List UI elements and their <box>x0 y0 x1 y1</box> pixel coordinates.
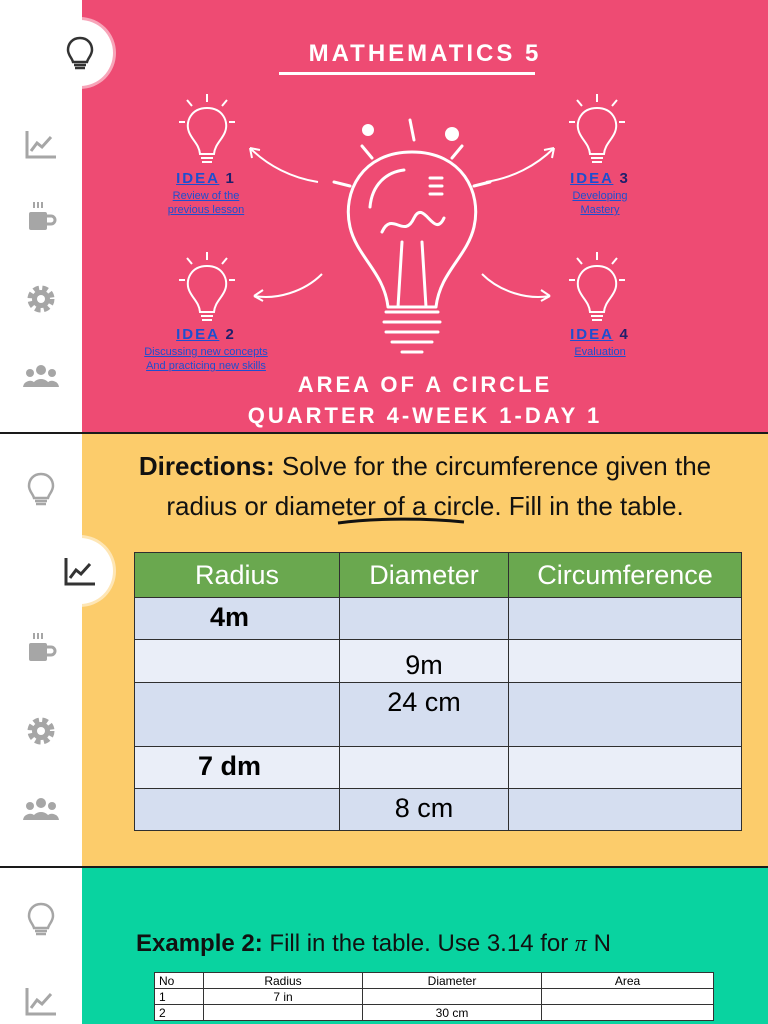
cell-diameter[interactable] <box>363 989 542 1005</box>
example-trailing: N <box>586 930 611 957</box>
directions-underline <box>336 516 466 526</box>
slide-area-example <box>0 868 768 1024</box>
idea-3-desc-line1: Developing <box>572 190 628 202</box>
table-row <box>135 789 742 831</box>
cell-area[interactable] <box>542 1005 714 1021</box>
sidebar <box>0 868 82 1024</box>
slide-area-example-content <box>82 868 768 1024</box>
idea-1-keyword[interactable]: IDEA <box>176 170 220 187</box>
idea-2-desc-line1: Discussing new concepts <box>144 346 268 358</box>
header-circumference: Circumference <box>509 553 742 598</box>
header-radius: Radius <box>135 553 340 598</box>
table-row <box>135 683 742 747</box>
idea-2-label <box>126 326 286 343</box>
slide-circumference-content <box>82 434 768 866</box>
cell-circumference[interactable] <box>509 640 742 683</box>
pi-symbol: π <box>574 931 587 957</box>
lightbulb-icon-idea-1 <box>177 92 237 166</box>
cell-diameter[interactable]: 30 cm <box>363 1005 542 1021</box>
idea-3-desc-line2: Mastery <box>580 204 620 216</box>
directions-line1: Solve for the circumference given the <box>274 451 712 481</box>
idea-1-label <box>136 170 276 187</box>
big-lightbulb-icon <box>322 112 502 362</box>
slide-circumference <box>0 434 768 866</box>
cell-no: 2 <box>155 1005 204 1021</box>
coffee-icon[interactable] <box>22 629 60 667</box>
example-text <box>136 930 611 958</box>
cell-no: 1 <box>155 989 204 1005</box>
header-no: No <box>155 973 204 989</box>
lightbulb-icon-idea-4 <box>567 250 627 324</box>
cell-circumference[interactable] <box>509 789 742 831</box>
cell-radius[interactable]: 4m <box>135 598 340 640</box>
table-header-row <box>135 553 742 598</box>
header-radius: Radius <box>204 973 363 989</box>
cell-radius[interactable] <box>135 640 340 683</box>
idea-2-keyword[interactable]: IDEA <box>176 326 220 343</box>
idea-2-link[interactable] <box>126 345 286 373</box>
cell-circumference[interactable] <box>509 598 742 640</box>
idea-4-keyword[interactable]: IDEA <box>570 326 614 343</box>
slide-title-content <box>82 0 768 432</box>
header-area: Area <box>542 973 714 989</box>
users-icon[interactable] <box>22 357 60 395</box>
cell-circumference[interactable] <box>509 747 742 789</box>
table-row <box>135 640 742 683</box>
directions-label: Directions: <box>138 451 275 481</box>
cell-diameter[interactable]: 8 cm <box>340 789 509 831</box>
table-row <box>155 989 714 1005</box>
cell-radius[interactable]: 7 in <box>204 989 363 1005</box>
lightbulb-icon[interactable] <box>22 470 60 508</box>
arrow-icon-idea-4 <box>478 268 558 308</box>
cell-diameter[interactable]: 9m <box>340 640 509 683</box>
gear-icon[interactable] <box>22 712 60 750</box>
chart-icon[interactable] <box>22 125 60 163</box>
idea-3-number: 3 <box>619 170 630 187</box>
gear-icon[interactable] <box>22 280 60 318</box>
arrow-icon-idea-2 <box>246 268 326 308</box>
active-tab-chart[interactable] <box>47 538 113 604</box>
chart-icon <box>61 552 99 590</box>
directions-line2: radius or diameter of a circle. Fill in the table. <box>166 491 684 521</box>
lightbulb-icon[interactable] <box>22 900 60 938</box>
chart-icon[interactable] <box>22 982 60 1020</box>
table-header-row <box>155 973 714 989</box>
lesson-title: AREA OF A CIRCLE <box>297 372 553 397</box>
sidebar <box>0 434 82 866</box>
active-tab-lightbulb[interactable] <box>47 20 113 86</box>
area-table <box>154 972 714 1021</box>
idea-1-number: 1 <box>225 170 236 187</box>
lesson-schedule: QUARTER 4-WEEK 1-DAY 1 <box>247 403 603 428</box>
example-instruction: Fill in the table. Use 3.14 for <box>262 930 575 957</box>
cell-radius[interactable] <box>135 683 340 747</box>
idea-4-desc-line1: Evaluation <box>574 346 626 358</box>
directions-text <box>82 446 768 526</box>
idea-1-link[interactable] <box>136 189 276 217</box>
table-row <box>155 1005 714 1021</box>
cell-circumference[interactable] <box>509 683 742 747</box>
idea-3-link[interactable] <box>530 189 670 217</box>
page-title: MATHEMATICS 5 <box>308 40 542 67</box>
idea-4-label <box>530 326 670 343</box>
idea-4-number: 4 <box>619 326 630 343</box>
lightbulb-icon-idea-2 <box>177 250 237 324</box>
example-label: Example 2: <box>136 930 263 957</box>
cell-area[interactable] <box>542 989 714 1005</box>
idea-3-label <box>530 170 670 187</box>
circumference-table <box>134 552 742 831</box>
idea-4-link[interactable] <box>530 345 670 359</box>
title-underline <box>279 72 535 75</box>
users-icon[interactable] <box>22 790 60 828</box>
header-diameter: Diameter <box>363 973 542 989</box>
idea-1-desc-line1: Review of the <box>172 190 240 202</box>
cell-diameter[interactable] <box>340 747 509 789</box>
idea-2-desc-line2: And practicing new skills <box>146 360 266 372</box>
lightbulb-icon-idea-3 <box>567 92 627 166</box>
cell-diameter[interactable]: 24 cm <box>340 683 509 747</box>
cell-radius[interactable] <box>135 789 340 831</box>
idea-3-keyword[interactable]: IDEA <box>570 170 614 187</box>
slide-title <box>0 0 768 432</box>
lightbulb-icon <box>61 34 99 72</box>
idea-2-number: 2 <box>225 326 236 343</box>
table-row <box>135 598 742 640</box>
idea-1-desc-line2: previous lesson <box>167 204 245 216</box>
cell-radius[interactable]: 7 dm <box>135 747 340 789</box>
table-row <box>135 747 742 789</box>
header-diameter: Diameter <box>340 553 509 598</box>
cell-diameter[interactable] <box>340 598 509 640</box>
cell-radius[interactable] <box>204 1005 363 1021</box>
coffee-icon[interactable] <box>22 198 60 236</box>
